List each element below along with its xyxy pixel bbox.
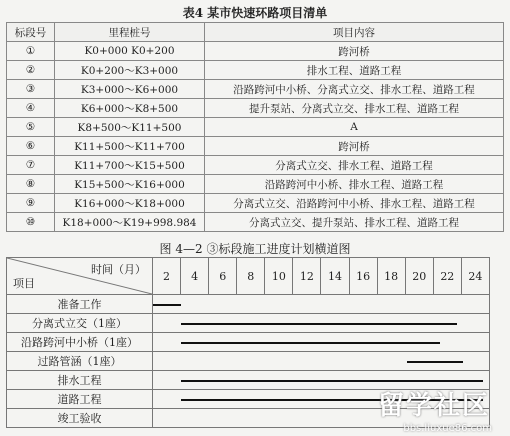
- month-tick: 10: [265, 258, 293, 295]
- section-no-cell: ⑨: [7, 194, 55, 213]
- month-tick: 2: [153, 258, 181, 295]
- section-no-cell: ②: [7, 61, 55, 80]
- task-timeline: [153, 352, 490, 371]
- month-tick: 24: [461, 258, 489, 295]
- gantt-row: [7, 352, 490, 371]
- content-cell: 分离式立交、提升泵站、排水工程、道路工程: [205, 213, 504, 232]
- gantt-row: [7, 295, 490, 314]
- month-tick: 16: [349, 258, 377, 295]
- content-cell: 提升泵站、分离式立交、排水工程、道路工程: [205, 99, 504, 118]
- content-cell: 分离式立交、排水工程、道路工程: [205, 156, 504, 175]
- table-row: [7, 42, 504, 61]
- mileage-cell: K18+000～K19+998.984: [55, 213, 205, 232]
- section-no-cell: ①: [7, 42, 55, 61]
- mileage-cell: K11+700～K15+500: [55, 156, 205, 175]
- mileage-cell: K3+000～K6+000: [55, 80, 205, 99]
- gantt-row: [7, 314, 490, 333]
- mileage-cell: K15+500～K16+000: [55, 175, 205, 194]
- table-row: [7, 137, 504, 156]
- content-cell: 分离式立交、沿路跨河中小桥、排水工程、道路工程: [205, 194, 504, 213]
- section-no-cell: ⑦: [7, 156, 55, 175]
- table-row: [7, 118, 504, 137]
- mileage-cell: K6+000～K8+500: [55, 99, 205, 118]
- task-name: 过路管涵（1座）: [7, 352, 153, 371]
- task-name: 准备工作: [7, 295, 153, 314]
- watermark-logo: 留学社区: [377, 391, 490, 421]
- month-tick: 8: [237, 258, 265, 295]
- gantt-row: [7, 333, 490, 352]
- project-list-table: [6, 22, 504, 232]
- month-tick: 4: [181, 258, 209, 295]
- section-no-cell: ⑩: [7, 213, 55, 232]
- mileage-cell: K0+200～K3+000: [55, 61, 205, 80]
- content-cell: 排水工程、道路工程: [205, 61, 504, 80]
- content-cell: 沿路跨河中小桥、分离式立交、排水工程、道路工程: [205, 80, 504, 99]
- month-tick: 18: [377, 258, 405, 295]
- gantt-bar: [181, 380, 482, 382]
- header-mileage: 里程桩号: [55, 23, 205, 42]
- task-timeline: [153, 295, 490, 314]
- content-cell: A: [205, 118, 504, 137]
- table-row: [7, 99, 504, 118]
- gantt-header-row: [7, 258, 490, 295]
- task-name: 道路工程: [7, 390, 153, 409]
- watermark-url: bbs.liuxue86.com: [403, 423, 492, 434]
- month-tick: 22: [433, 258, 461, 295]
- month-tick: 14: [321, 258, 349, 295]
- task-timeline: [153, 333, 490, 352]
- table-row: [7, 156, 504, 175]
- mileage-cell: K11+500～K11+700: [55, 137, 205, 156]
- table-header-row: [7, 23, 504, 42]
- content-cell: 沿路跨河中小桥、排水工程、道路工程: [205, 175, 504, 194]
- month-tick: 6: [209, 258, 237, 295]
- section-no-cell: ③: [7, 80, 55, 99]
- task-name: 竣工验收: [7, 409, 153, 428]
- content-cell: 跨河桥: [205, 42, 504, 61]
- corner-time-label: 时间（月）: [91, 263, 146, 276]
- gantt-bar: [153, 304, 181, 306]
- table1-title: 表4 某市快速环路项目清单: [182, 6, 328, 20]
- corner-item-label: 项目: [13, 277, 35, 290]
- table-row: [7, 61, 504, 80]
- table-row: [7, 194, 504, 213]
- gantt-bar: [407, 361, 463, 363]
- gantt-bar: [181, 342, 440, 344]
- mileage-cell: K16+000～K18+000: [55, 194, 205, 213]
- month-tick: 12: [293, 258, 321, 295]
- content-cell: 跨河桥: [205, 137, 504, 156]
- gantt-title: 图 4—2 ③标段施工进度计划横道图: [159, 242, 351, 256]
- table-row: [7, 213, 504, 232]
- header-content: 项目内容: [205, 23, 504, 42]
- section-no-cell: ④: [7, 99, 55, 118]
- task-timeline: [153, 314, 490, 333]
- table-row: [7, 175, 504, 194]
- gantt-corner-cell: [7, 258, 153, 295]
- task-name: 排水工程: [7, 371, 153, 390]
- section-no-cell: ⑤: [7, 118, 55, 137]
- table-row: [7, 80, 504, 99]
- task-name: 分离式立交（1座）: [7, 314, 153, 333]
- month-tick: 20: [405, 258, 433, 295]
- task-name: 沿路跨河中小桥（1座）: [7, 333, 153, 352]
- section-no-cell: ⑥: [7, 137, 55, 156]
- section-no-cell: ⑧: [7, 175, 55, 194]
- header-section-no: 标段号: [7, 23, 55, 42]
- mileage-cell: K8+500～K11+500: [55, 118, 205, 137]
- mileage-cell: K0+000 K0+200: [55, 42, 205, 61]
- gantt-bar: [181, 323, 457, 325]
